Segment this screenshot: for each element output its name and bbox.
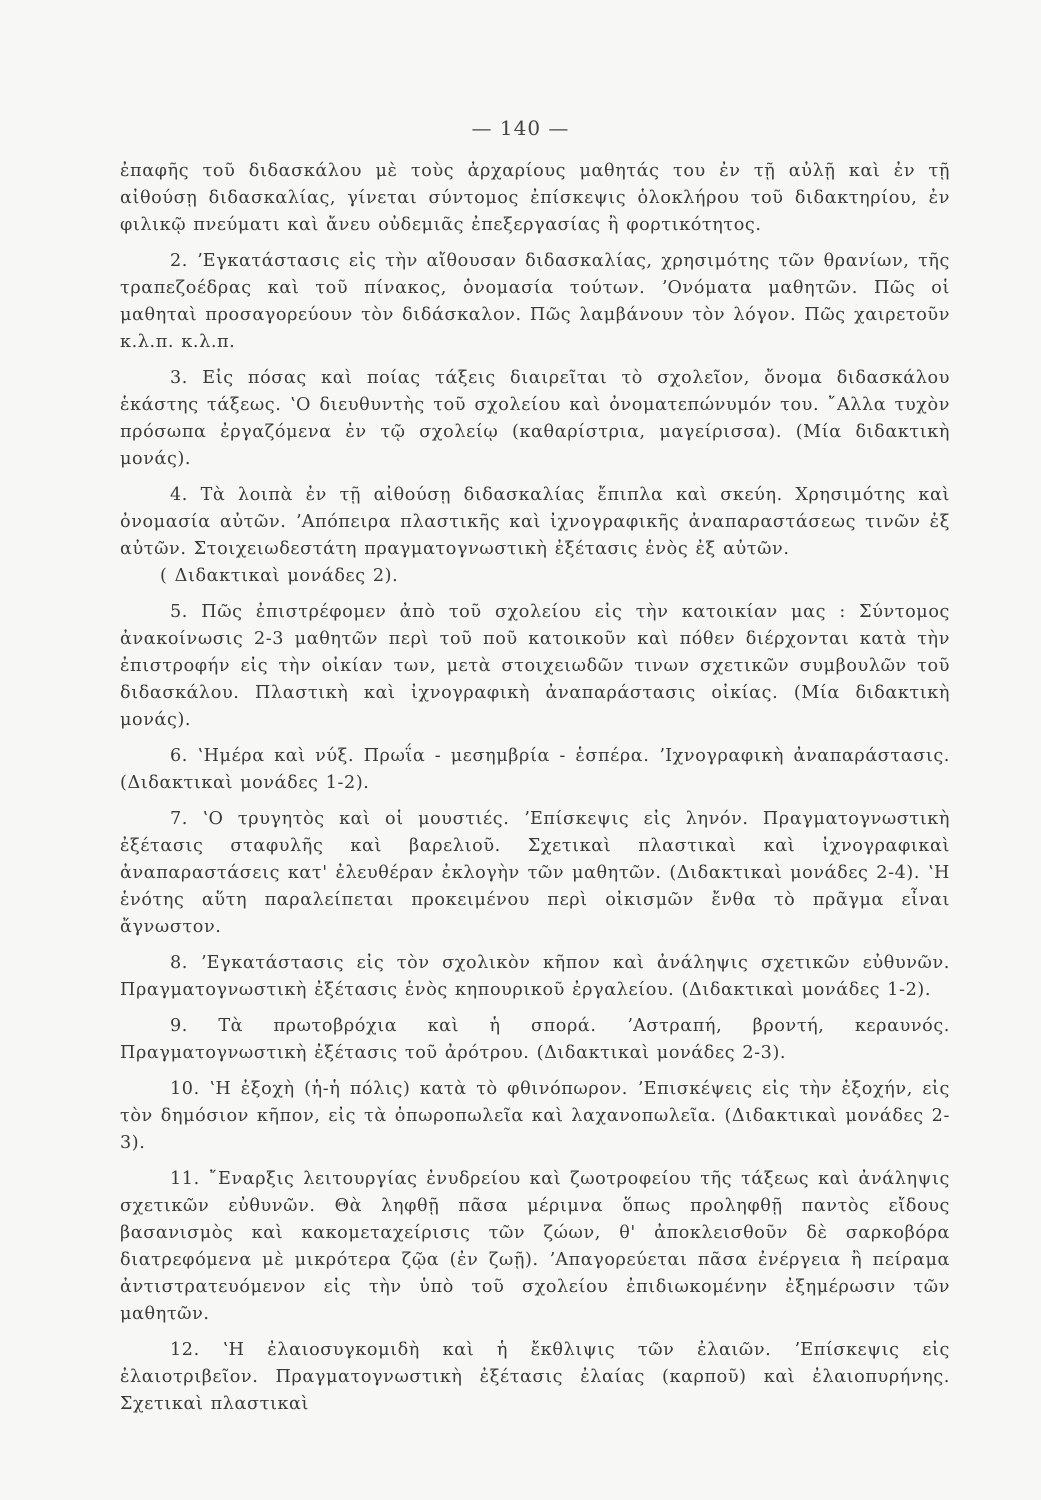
- paragraph-item-2: 2. ʼΕγκατάστασις εἰς τὴν αἴθουσαν διδασκαλίας, χρησιμότης τῶν θρανίων, τῆς τραπεζοέδρας καὶ τοῦ πίνακος, ὀνομασία τούτων. ʼΟνόματα μαθητῶν. Πῶς οἱ μαθηταὶ προσαγορεύουν τὸν διδάσκαλον. Πῶς λαμβάνουν τὸν λόγον. Πῶς χαιρετοῦν κ.λ.π. κ.λ.π.: [120, 251, 950, 352]
- paragraph-item-6: 6. ʽΗμέρα καὶ νύξ. Πρωΐα - μεσημβρία - ἑσπέρα. ʼΙχνογραφικὴ ἀναπαράστασις. (Διδακτικαὶ μονάδες 1-2).: [120, 746, 950, 793]
- paragraph-item-8: 8. ʼΕγκατάστασις εἰς τὸν σχολικὸν κῆπον καὶ ἀνάληψις σχετικῶν εὐθυνῶν. Πραγματογνωστικὴ ἐξέτασις ἑνὸς κηπουρικοῦ ἐργαλείου. (Διδακτικαὶ μονάδες 1-2).: [120, 953, 950, 1000]
- paragraph-item-11: 11. ῎Εναρξις λειτουργίας ἐνυδρείου καὶ ζωοτροφείου τῆς τάξεως καὶ ἀνάληψις σχετικῶν εὐθυνῶν. Θὰ ληφθῇ πᾶσα μέριμνα ὅπως προληφθῇ παντὸς εἴδους βασανισμὸς καὶ κακομεταχείρισις τῶν ζώων, θ' ἀποκλεισθοῦν δὲ σαρκοβόρα διατρεφόμενα μὲ μικρότερα ζῷα (ἐν ζωῇ). ʼΑπαγορεύεται πᾶσα ἐνέργεια ἢ πείραμα ἀντιστρατευόμενον εἰς τὴν ὑπὸ τοῦ σχολείου ἐπιδιωκομένην ἐξημέρωσιν τῶν μαθητῶν.: [120, 1169, 950, 1324]
- paragraph-item-7: 7. ʽΟ τρυγητὸς καὶ οἱ μουστιές. ʼΕπίσκεψις εἰς ληνόν. Πραγματογνωστικὴ ἐξέτασις σταφυλῆς καὶ βαρελιοῦ. Σχετικαὶ πλαστικαὶ καὶ ἰχνογραφικαὶ ἀναπαραστάσεις κατ' ἐλευθέραν ἐκλογὴν τῶν μαθητῶν. (Διδακτικαὶ μονάδες 2-4). ʽΗ ἑνότης αὕτη παραλείπεται προκειμένου περὶ οἰκισμῶν ἔνθα τὸ πρᾶγμα εἶναι ἄγνωστον.: [120, 809, 950, 937]
- body-text: [120, 158, 950, 1418]
- paragraph-item-12: 12. ʽΗ ἐλαιοσυγκομιδὴ καὶ ἡ ἔκθλιψις τῶν ἐλαιῶν. ʼΕπίσκεψις εἰς ἐλαιοτριβεῖον. Πραγματογνωστικὴ ἐξέτασις ἐλαίας (καρποῦ) καὶ ἐλαιοπυρήνης. Σχετικαὶ πλαστικαὶ: [120, 1340, 950, 1414]
- paragraph-item-3: 3. Εἰς πόσας καὶ ποίας τάξεις διαιρεῖται τὸ σχολεῖον, ὄνομα διδασκάλου ἑκάστης τάξεως. ʽΟ διευθυντὴς τοῦ σχολείου καὶ ὀνοματεπώνυμόν του. ῎Αλλα τυχὸν πρόσωπα ἐργαζόμενα ἐν τῷ σχολείῳ (καθαρίστρια, μαγείρισσα). (Μία διδακτικὴ μονάς).: [120, 368, 950, 469]
- paragraph-item-4-note: ( Διδακτικαὶ μονάδες 2).: [160, 566, 399, 586]
- paragraph-item-10: 10. ʽΗ ἐξοχὴ (ἡ-ἡ πόλις) κατὰ τὸ φθινόπωρον. ʼΕπισκέψεις εἰς τὴν ἐξοχήν, εἰς τὸν δημόσιον κῆπον, εἰς τὰ ὀπωροπωλεῖα καὶ λαχανοπωλεῖα. (Διδακτικαὶ μονάδες 2-3).: [120, 1079, 950, 1153]
- paragraph-continuation: ἐπαφῆς τοῦ διδασκάλου μὲ τοὺς ἀρχαρίους μαθητάς του ἐν τῇ αὐλῇ καὶ ἐν τῇ αἰθούσῃ διδασκαλίας, γίνεται σύντομος ἐπίσκεψις ὁλοκλήρου τοῦ διδακτηρίου, ἐν φιλικῷ πνεύματι καὶ ἄνευ οὐδεμιᾶς ἐπεξεργασίας ἢ φορτικότητος.: [120, 161, 950, 235]
- paragraph-item-5: 5. Πῶς ἐπιστρέφομεν ἀπὸ τοῦ σχολείου εἰς τὴν κατοικίαν μας : Σύντομος ἀνακοίνωσις 2-3 μαθητῶν περὶ τοῦ ποῦ κατοικοῦν καὶ πόθεν διέρχονται κατὰ τὴν ἐπιστροφήν εἰς τὴν οἰκίαν των, μετὰ στοιχειωδῶν τινων σχετικῶν συμβουλῶν τοῦ διδασκάλου. Πλαστικὴ καὶ ἰχνογραφικὴ ἀναπαράστασις οἰκίας. (Μία διδακτικὴ μονάς).: [120, 602, 950, 730]
- paragraph-item-9: 9. Τὰ πρωτοβρόχια καὶ ἡ σπορά. ʼΑστραπή, βροντή, κεραυνός. Πραγματογνωστικὴ ἐξέτασις τοῦ ἀρότρου. (Διδακτικαὶ μονάδες 2-3).: [120, 1016, 950, 1063]
- page-number: — 140 —: [471, 116, 570, 140]
- paragraph-item-4: 4. Τὰ λοιπὰ ἐν τῇ αἰθούσῃ διδασκαλίας ἔπιπλα καὶ σκεύη. Χρησιμότης καὶ ὀνομασία αὐτῶν. ʼΑπόπειρα πλαστικῆς καὶ ἰχνογραφικῆς ἀναπαραστάσεως τινῶν ἐξ αὐτῶν. Στοιχειωδεστάτη πραγματογνωστικὴ ἐξέτασις ἑνὸς ἐξ αὐτῶν.: [120, 485, 950, 559]
